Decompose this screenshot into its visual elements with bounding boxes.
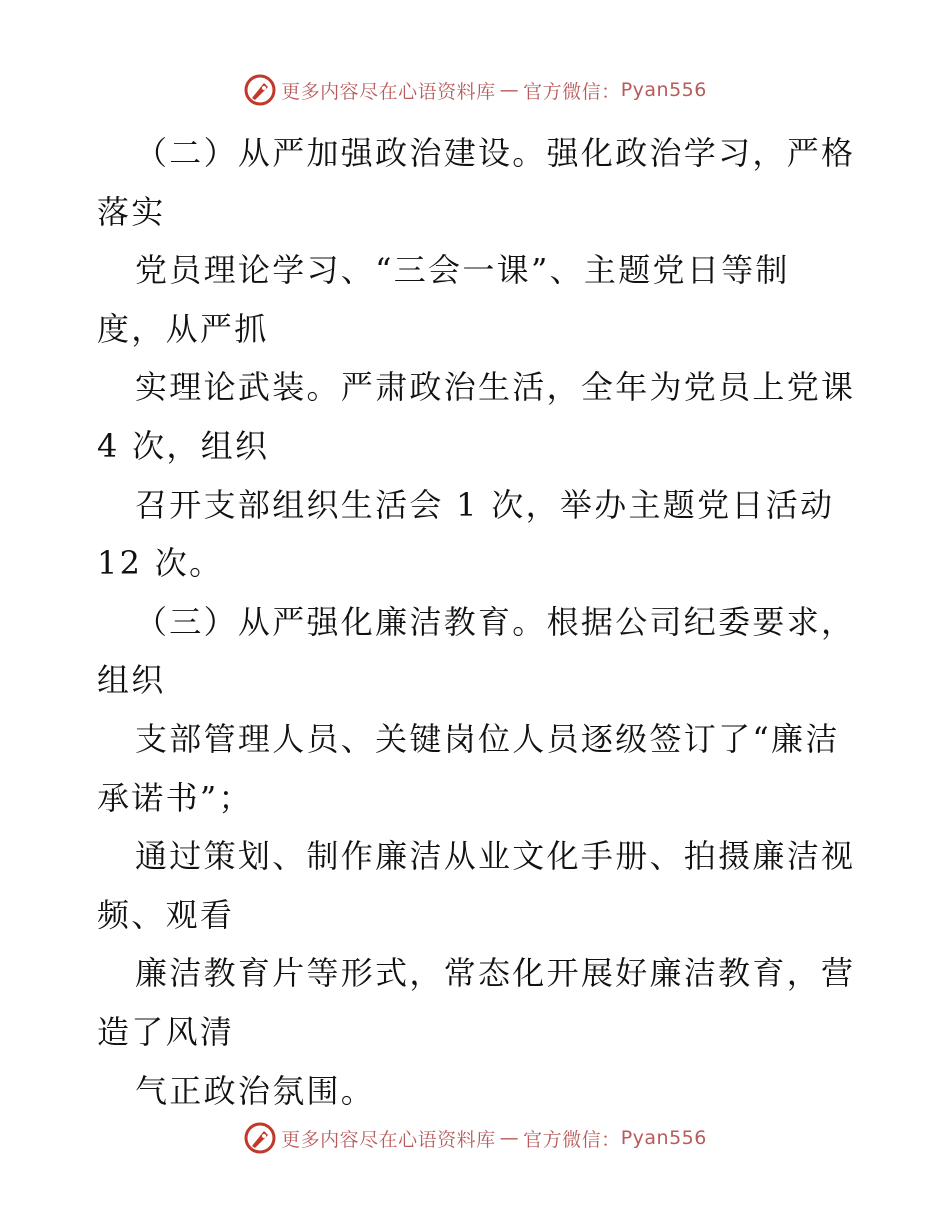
header-banner	[0, 70, 950, 110]
text-line: 频、观看	[97, 895, 235, 934]
banner-separator: —	[499, 79, 520, 101]
banner-text: 更多内容尽在心语资料库	[281, 1128, 496, 1151]
pen-nib-logo-icon	[243, 1121, 277, 1155]
text-line: 通过策划、制作廉洁从业文化手册、拍摄廉洁视	[135, 837, 856, 876]
text-line: 4 次，组织	[97, 426, 270, 465]
text-line: 组织	[97, 661, 166, 700]
text-line: 支部管理人员、关键岗位人员逐级签订了“廉洁	[135, 719, 840, 758]
text-line: 气正政治氛围。	[135, 1071, 376, 1110]
footer-banner	[0, 1118, 950, 1158]
text-line: （二）从严加强政治建设。强化政治学习，严格	[135, 134, 856, 172]
text-line: 廉洁教育片等形式，常态化开展好廉洁教育，营	[135, 954, 856, 993]
text-line: （三）从严强化廉洁教育。根据公司纪委要求，	[135, 602, 856, 641]
text-line: 党员理论学习、“三会一课”、主题党日等制	[135, 251, 790, 290]
text-line: 承诺书”；	[97, 778, 253, 817]
banner-wechat-id: Pyan556	[620, 79, 707, 101]
text-line: 造了风清	[97, 1012, 235, 1051]
banner-wechat-label: 官方微信：	[523, 80, 621, 103]
text-line: 实理论武装。严肃政治生活，全年为党员上党课	[135, 368, 856, 407]
banner-wechat-label: 官方微信：	[523, 1128, 621, 1151]
text-line: 12 次。	[97, 544, 224, 583]
document-body	[97, 124, 857, 1120]
banner-wechat-id: Pyan556	[620, 1127, 707, 1149]
text-line: 召开支部组织生活会 1 次，举办主题党日活动	[135, 485, 835, 524]
banner-text: 更多内容尽在心语资料库	[281, 80, 496, 103]
pen-nib-logo-icon	[243, 73, 277, 107]
text-line: 度，从严抓	[97, 309, 269, 348]
text-line: 落实	[97, 192, 166, 231]
banner-separator: —	[499, 1127, 520, 1149]
